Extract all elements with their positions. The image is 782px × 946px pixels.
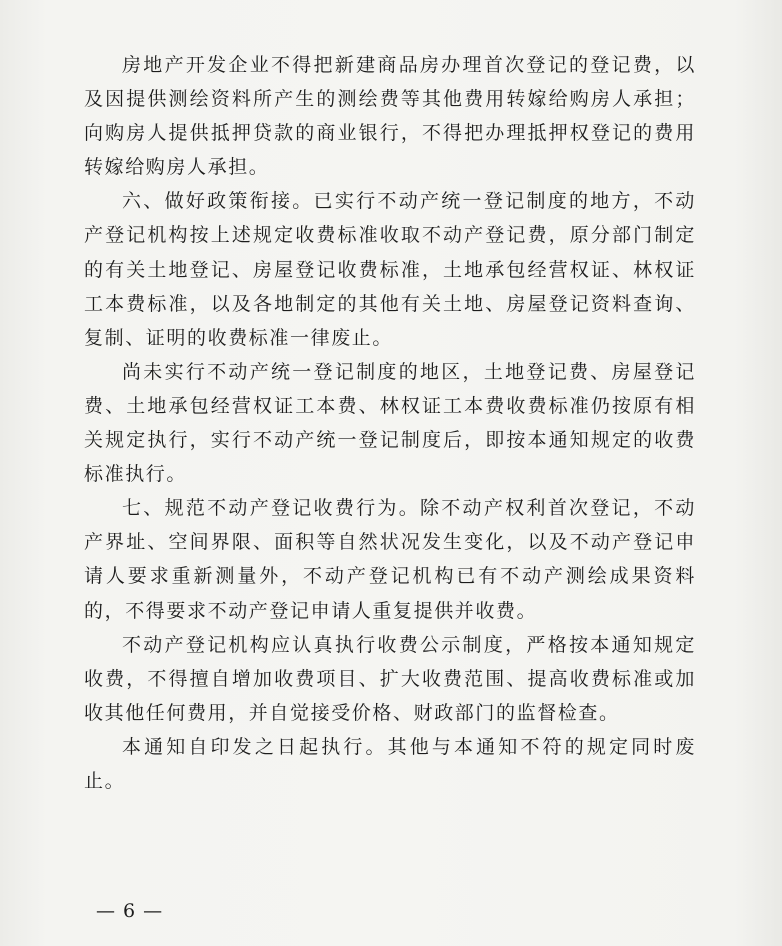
paragraph-not-yet-implemented: 尚未实行不动产统一登记制度的地区，土地登记费、房屋登记费、土地承包经营权证工本费、林权证工本费收费标准仍按原有相关规定执行，实行不动产统一登记制度后，即按本通知规定的收费标准执行。 xyxy=(84,360,696,486)
page-number: — 6 — xyxy=(96,900,164,922)
document-body xyxy=(84,48,696,798)
paragraph-effective-date: 本通知自印发之日起执行。其他与本通知不符的规定同时废止。 xyxy=(84,735,696,792)
paragraph-fee-publicity: 不动产登记机构应认真执行收费公示制度，严格按本通知规定收费，不得擅自增加收费项目、扩大收费范围、提高收费标准或加收其他任何费用，并自觉接受价格、财政部门的监督检查。 xyxy=(84,633,696,724)
paragraph-regulate-fees: 七、规范不动产登记收费行为。除不动产权利首次登记，不动产界址、空间界限、面积等自然状况发生变化，以及不动产登记申请人要求重新测量外，不动产登记机构已有不动产测绘成果资料的，不得要求不动产登记申请人重复提供并收费。 xyxy=(84,497,696,622)
paragraph-fee-transfer: 房地产开发企业不得把新建商品房办理首次登记的登记费，以及因提供测绘资料所产生的测绘费等其他费用转嫁给购房人承担；向购房人提供抵押贷款的商业银行，不得把办理抵押权登记的费用转嫁给购房人承担。 xyxy=(84,54,696,179)
paragraph-policy-connection: 六、做好政策衔接。已实行不动产统一登记制度的地方，不动产登记机构按上述规定收费标准收取不动产登记费，原分部门制定的有关土地登记、房屋登记收费标准，土地承包经营权证、林权证工本费标准，以及各地制定的其他有关土地、房屋登记资料查询、复制、证明的收费标准一律废止。 xyxy=(84,190,696,349)
